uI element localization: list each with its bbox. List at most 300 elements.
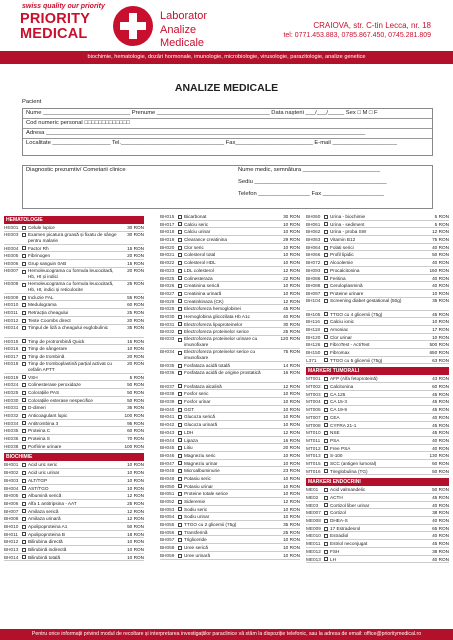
diagnostic-box	[22, 165, 433, 209]
checkbox-icon[interactable]	[22, 525, 26, 529]
checkbox-icon[interactable]	[324, 431, 328, 435]
test-item[interactable]	[306, 375, 449, 383]
test-item[interactable]	[306, 228, 449, 236]
test-item[interactable]	[306, 429, 449, 437]
test-item[interactable]	[4, 245, 144, 253]
checkbox-icon[interactable]	[22, 326, 26, 330]
test-code: ME02	[306, 495, 319, 500]
checkbox-icon[interactable]	[22, 270, 26, 274]
checkbox-icon[interactable]	[324, 408, 328, 412]
checkbox-icon[interactable]	[178, 284, 182, 288]
checkbox-icon[interactable]	[178, 446, 182, 450]
checkbox-icon[interactable]	[178, 351, 182, 355]
checkbox-icon[interactable]	[22, 319, 26, 323]
test-item[interactable]	[160, 452, 300, 460]
test-item[interactable]	[160, 398, 300, 406]
test-name: Medulograma	[28, 302, 57, 308]
checkbox-icon[interactable]	[178, 222, 182, 226]
test-item[interactable]	[4, 531, 144, 539]
test-item[interactable]	[4, 492, 144, 500]
test-item[interactable]	[4, 389, 144, 397]
test-item[interactable]	[4, 515, 144, 523]
test-item[interactable]	[4, 435, 144, 443]
checkbox-icon[interactable]	[22, 437, 26, 441]
test-item[interactable]	[160, 251, 300, 259]
checkbox-icon[interactable]	[22, 246, 26, 250]
test-item[interactable]	[160, 336, 300, 349]
checkbox-icon[interactable]	[324, 385, 328, 389]
checkbox-icon[interactable]	[178, 484, 182, 488]
checkbox-icon[interactable]	[324, 246, 328, 250]
checkbox-icon[interactable]	[22, 502, 26, 506]
checkbox-icon[interactable]	[22, 532, 26, 536]
checkbox-icon[interactable]	[178, 415, 182, 419]
test-item[interactable]	[306, 282, 449, 290]
test-item[interactable]	[160, 305, 300, 313]
test-item[interactable]	[160, 467, 300, 475]
test-name: Ceruloplasmină	[330, 283, 363, 289]
test-item[interactable]	[306, 540, 449, 548]
checkbox-icon[interactable]	[178, 523, 182, 527]
test-item[interactable]	[306, 517, 449, 525]
test-code: MT007	[306, 414, 321, 420]
checkbox-icon[interactable]	[178, 215, 182, 219]
test-item[interactable]	[306, 414, 449, 422]
test-item[interactable]	[160, 267, 300, 275]
test-code: BH088	[306, 283, 321, 289]
test-item[interactable]	[306, 290, 449, 298]
test-price: 22 RON	[283, 275, 300, 281]
checkbox-icon[interactable]	[22, 548, 26, 552]
test-item[interactable]	[306, 298, 449, 311]
checkbox-icon[interactable]	[22, 375, 26, 379]
test-item[interactable]	[4, 294, 144, 302]
checkbox-icon[interactable]	[178, 538, 182, 542]
doctor-field[interactable]: Nume medic, semnătura ________________________	[238, 167, 381, 173]
checkbox-icon[interactable]	[178, 384, 182, 388]
checkbox-icon[interactable]	[178, 546, 182, 550]
test-item[interactable]	[4, 301, 144, 309]
test-item[interactable]	[306, 502, 449, 510]
checkbox-icon[interactable]	[178, 299, 182, 303]
checkbox-icon[interactable]	[178, 330, 182, 334]
test-item[interactable]	[306, 259, 449, 267]
test-item[interactable]	[160, 236, 300, 244]
checkbox-icon[interactable]	[22, 414, 26, 418]
checkbox-icon[interactable]	[22, 517, 26, 521]
test-item[interactable]	[160, 521, 300, 529]
test-item[interactable]	[4, 427, 144, 435]
test-item[interactable]	[4, 338, 144, 346]
test-item[interactable]	[4, 252, 144, 260]
checkbox-icon[interactable]	[22, 471, 26, 475]
test-item[interactable]	[160, 328, 300, 336]
checkbox-icon[interactable]	[324, 312, 328, 316]
checkbox-icon[interactable]	[22, 555, 26, 559]
test-item[interactable]	[4, 420, 144, 428]
checkbox-icon[interactable]	[22, 355, 26, 359]
checkbox-icon[interactable]	[324, 358, 328, 362]
test-item[interactable]	[160, 370, 300, 383]
test-item[interactable]	[306, 349, 449, 357]
checkbox-icon[interactable]	[324, 534, 328, 538]
test-item[interactable]	[4, 443, 144, 451]
test-item[interactable]	[4, 461, 144, 469]
checkbox-icon[interactable]	[22, 406, 26, 410]
checkbox-icon[interactable]	[178, 477, 182, 481]
phone-fax-field[interactable]: Telefon ________________ Fax ___________________	[238, 191, 385, 197]
checkbox-icon[interactable]	[178, 431, 182, 435]
checkbox-icon[interactable]	[178, 554, 182, 558]
test-name: NSE	[330, 430, 340, 436]
test-item[interactable]	[4, 538, 144, 546]
test-item[interactable]	[160, 460, 300, 468]
test-code: BH029	[160, 306, 175, 312]
test-item[interactable]	[306, 275, 449, 283]
test-code: ME007	[306, 510, 321, 516]
checkbox-icon[interactable]	[324, 238, 328, 242]
checkbox-icon[interactable]	[324, 284, 328, 288]
test-code: BH118	[306, 326, 320, 332]
checkbox-icon[interactable]	[178, 500, 182, 504]
test-item[interactable]	[4, 381, 144, 389]
checkbox-icon[interactable]	[324, 328, 328, 332]
checkbox-icon[interactable]	[178, 246, 182, 250]
test-item[interactable]	[160, 390, 300, 398]
checkbox-icon[interactable]	[178, 338, 182, 342]
test-item[interactable]	[306, 334, 449, 342]
medical-cross-icon	[113, 6, 153, 46]
test-price: 95 RON	[127, 420, 144, 426]
checkbox-icon[interactable]	[324, 351, 328, 355]
test-code: HE005	[4, 253, 19, 259]
test-item[interactable]	[160, 349, 300, 362]
checkbox-icon[interactable]	[324, 416, 328, 420]
checkbox-icon[interactable]	[22, 233, 26, 237]
checkbox-icon[interactable]	[178, 492, 182, 496]
checkbox-icon[interactable]	[324, 320, 328, 324]
test-code: BH025	[160, 275, 175, 281]
checkbox-icon[interactable]	[324, 215, 328, 219]
checkbox-icon[interactable]	[22, 540, 26, 544]
checkbox-icon[interactable]	[324, 439, 328, 443]
test-item[interactable]	[306, 437, 449, 445]
test-item[interactable]	[306, 468, 449, 476]
lab-title	[160, 10, 207, 51]
test-name: Amilaza urinară	[28, 516, 61, 522]
test-item[interactable]	[4, 232, 144, 245]
test-item[interactable]	[160, 290, 300, 298]
checkbox-icon[interactable]	[22, 347, 26, 351]
checkbox-icon[interactable]	[178, 230, 182, 234]
checkbox-icon[interactable]	[324, 292, 328, 296]
test-item[interactable]	[4, 523, 144, 531]
phones: tel: 0771.453.883, 0785.867.450, 0745.281.809	[283, 32, 431, 39]
checkbox-icon[interactable]	[324, 377, 328, 381]
test-item[interactable]	[4, 546, 144, 554]
test-price: 12 RON	[283, 267, 300, 273]
checkbox-icon[interactable]	[178, 438, 182, 442]
checkbox-icon[interactable]	[22, 296, 26, 300]
checkbox-icon[interactable]	[178, 423, 182, 427]
checkbox-icon[interactable]	[324, 423, 328, 427]
checkbox-icon[interactable]	[22, 463, 26, 467]
test-item[interactable]	[160, 536, 300, 544]
checkbox-icon[interactable]	[324, 511, 328, 515]
test-name: Electroforeza proteinelor serice cu imunofixare	[184, 349, 256, 361]
test-item[interactable]	[306, 236, 449, 244]
checkbox-icon[interactable]	[324, 446, 328, 450]
test-code: BH126	[306, 342, 321, 348]
test-item[interactable]	[306, 509, 449, 517]
checkbox-icon[interactable]	[22, 339, 26, 343]
test-price: 10 RON	[283, 414, 300, 420]
test-item[interactable]	[4, 268, 144, 281]
checkbox-icon[interactable]	[324, 230, 328, 234]
test-item[interactable]	[4, 374, 144, 382]
checkbox-icon[interactable]	[22, 509, 26, 513]
checkbox-icon[interactable]	[324, 542, 328, 546]
checkbox-icon[interactable]	[324, 299, 328, 303]
test-price: 10 RON	[127, 470, 144, 476]
test-item[interactable]	[160, 444, 300, 452]
checkbox-icon[interactable]	[178, 392, 182, 396]
checkbox-icon[interactable]	[22, 486, 26, 490]
test-item[interactable]	[306, 221, 449, 229]
checkbox-icon[interactable]	[324, 488, 328, 492]
test-name: Glucoza urinară	[184, 422, 218, 428]
checkbox-icon[interactable]	[324, 400, 328, 404]
checkbox-icon[interactable]	[178, 454, 182, 458]
sediu-field[interactable]: Sediu _________________________________________	[238, 179, 387, 185]
test-item[interactable]	[306, 525, 449, 533]
checkbox-icon[interactable]	[178, 276, 182, 280]
checkbox-icon[interactable]	[22, 398, 26, 402]
checkbox-icon[interactable]	[178, 315, 182, 319]
test-name: LH	[330, 556, 336, 562]
section-header: BIOCHIMIE	[4, 453, 144, 461]
test-name: Examen picatura groasă și fixatu de sânge pentru malarie	[28, 231, 117, 243]
checkbox-icon[interactable]	[324, 496, 328, 500]
test-item[interactable]	[4, 412, 144, 420]
checkbox-icon[interactable]	[324, 276, 328, 280]
test-item[interactable]	[306, 460, 449, 468]
test-item[interactable]	[160, 259, 300, 267]
test-item[interactable]	[306, 532, 449, 540]
test-item[interactable]	[160, 552, 300, 560]
test-item[interactable]	[4, 397, 144, 405]
checkbox-icon[interactable]	[22, 303, 26, 307]
test-price: 12 RON	[283, 499, 300, 504]
checkbox-icon[interactable]	[178, 515, 182, 519]
test-item[interactable]	[160, 413, 300, 421]
test-item[interactable]	[306, 213, 449, 221]
test-item[interactable]	[160, 490, 300, 498]
test-item[interactable]	[160, 298, 300, 306]
checkbox-icon[interactable]	[178, 461, 182, 465]
checkbox-icon[interactable]	[324, 462, 328, 466]
test-item[interactable]	[160, 506, 300, 514]
test-item[interactable]	[4, 325, 144, 338]
checkbox-icon[interactable]	[22, 262, 26, 266]
test-item[interactable]	[4, 554, 144, 562]
checkbox-icon[interactable]	[178, 322, 182, 326]
test-item[interactable]	[306, 398, 449, 406]
checkbox-icon[interactable]	[178, 364, 182, 368]
checkbox-icon[interactable]	[324, 261, 328, 265]
checkbox-icon[interactable]	[324, 343, 328, 347]
test-item[interactable]	[160, 437, 300, 445]
test-item[interactable]	[160, 483, 300, 491]
test-item[interactable]	[160, 321, 300, 329]
test-item[interactable]	[4, 485, 144, 493]
test-item[interactable]	[160, 221, 300, 229]
test-item[interactable]	[160, 244, 300, 252]
test-name: Bilirubina directă	[28, 539, 63, 545]
test-item[interactable]	[306, 357, 449, 365]
test-price: 10 RON	[283, 399, 300, 405]
test-code: HE019	[4, 374, 19, 380]
test-item[interactable]	[306, 311, 449, 319]
test-price: 40 RON	[432, 518, 449, 524]
checkbox-icon[interactable]	[22, 283, 26, 287]
test-item[interactable]	[4, 309, 144, 317]
test-item[interactable]	[4, 260, 144, 268]
checkbox-icon[interactable]	[324, 519, 328, 523]
test-item[interactable]	[4, 508, 144, 516]
test-item[interactable]	[306, 391, 449, 399]
checkbox-icon[interactable]	[178, 400, 182, 404]
checkbox-icon[interactable]	[178, 253, 182, 257]
checkbox-icon[interactable]	[178, 261, 182, 265]
test-item[interactable]	[160, 421, 300, 429]
test-item[interactable]	[4, 361, 144, 374]
test-item[interactable]	[160, 383, 300, 391]
test-item[interactable]	[4, 469, 144, 477]
cnp-field[interactable]: Cod numeric personal □□□□□□□□□□□□□	[26, 120, 130, 126]
test-item[interactable]	[160, 498, 300, 506]
checkbox-icon[interactable]	[324, 335, 328, 339]
test-price: 40 RON	[432, 260, 449, 266]
test-item[interactable]	[160, 475, 300, 483]
address-field[interactable]: Adresa ___________________________________________________________________________________________________	[26, 130, 366, 136]
checkbox-icon[interactable]	[22, 391, 26, 395]
test-item[interactable]	[4, 345, 144, 353]
locality-field[interactable]: Localitate __________________ Tel.________________________________ Fax________________________ E-mail ____________________	[26, 140, 397, 146]
test-price: 14 RON	[283, 363, 300, 368]
checkbox-icon[interactable]	[22, 445, 26, 449]
checkbox-icon[interactable]	[324, 222, 328, 226]
test-price: 45 RON	[432, 541, 449, 547]
test-name: Procalcitonina	[330, 267, 360, 273]
checkbox-icon[interactable]	[22, 311, 26, 315]
test-item[interactable]	[160, 313, 300, 321]
test-item[interactable]	[4, 317, 144, 325]
test-item[interactable]	[306, 318, 449, 326]
checkbox-icon[interactable]	[324, 557, 328, 561]
test-code: BH004	[4, 485, 19, 491]
checkbox-icon[interactable]	[22, 362, 26, 366]
test-item[interactable]	[160, 513, 300, 521]
checkbox-icon[interactable]	[178, 307, 182, 311]
test-name: ALT/TGP	[28, 477, 48, 483]
test-item[interactable]	[306, 267, 449, 275]
checkbox-icon[interactable]	[324, 550, 328, 554]
test-item[interactable]	[306, 422, 449, 430]
test-item[interactable]	[160, 228, 300, 236]
test-item[interactable]	[160, 275, 300, 283]
checkbox-icon[interactable]	[324, 469, 328, 473]
test-item[interactable]	[4, 500, 144, 508]
row-address	[23, 129, 432, 139]
test-price: 45 RON	[432, 430, 449, 436]
checkbox-icon[interactable]	[178, 292, 182, 296]
checkbox-icon[interactable]	[178, 371, 182, 375]
test-item[interactable]	[160, 282, 300, 290]
test-item[interactable]	[4, 224, 144, 232]
test-item[interactable]	[4, 404, 144, 412]
test-code: HE016	[4, 346, 19, 352]
checkbox-icon[interactable]	[22, 479, 26, 483]
test-item[interactable]	[306, 341, 449, 349]
test-item[interactable]	[4, 281, 144, 294]
test-price: 40 RON	[432, 533, 449, 539]
test-item[interactable]	[160, 406, 300, 414]
test-item[interactable]	[306, 494, 449, 502]
patient-form	[22, 108, 433, 156]
test-item[interactable]	[160, 429, 300, 437]
checkbox-icon[interactable]	[178, 507, 182, 511]
checkbox-icon[interactable]	[178, 408, 182, 412]
checkbox-icon[interactable]	[324, 454, 328, 458]
test-item[interactable]	[306, 445, 449, 453]
checkbox-icon[interactable]	[324, 503, 328, 507]
checkbox-icon[interactable]	[22, 429, 26, 433]
checkbox-icon[interactable]	[178, 238, 182, 242]
checkbox-icon[interactable]	[178, 269, 182, 273]
checkbox-icon[interactable]	[324, 269, 328, 273]
checkbox-icon[interactable]	[22, 421, 26, 425]
test-item[interactable]	[4, 353, 144, 361]
checkbox-icon[interactable]	[324, 253, 328, 257]
test-item[interactable]	[306, 548, 449, 556]
test-item[interactable]	[306, 383, 449, 391]
checkbox-icon[interactable]	[22, 383, 26, 387]
checkbox-icon[interactable]	[178, 469, 182, 473]
checkbox-icon[interactable]	[324, 393, 328, 397]
name-field[interactable]: Nume ___________________________ Prenume ___________________________________ Data nașterii ___/___/_____ Sex □ M □ F	[26, 110, 378, 116]
test-item[interactable]	[306, 452, 449, 460]
test-price: 40 RON	[432, 437, 449, 443]
test-item[interactable]	[306, 326, 449, 334]
checkbox-icon[interactable]	[22, 226, 26, 230]
test-item[interactable]	[306, 486, 449, 494]
test-item[interactable]	[306, 556, 449, 564]
test-item[interactable]	[4, 477, 144, 485]
test-item[interactable]	[306, 251, 449, 259]
checkbox-icon[interactable]	[22, 494, 26, 498]
test-item[interactable]	[306, 244, 449, 252]
test-item[interactable]	[160, 529, 300, 537]
checkbox-icon[interactable]	[324, 527, 328, 531]
checkbox-icon[interactable]	[178, 531, 182, 535]
test-item[interactable]	[160, 213, 300, 221]
test-item[interactable]	[160, 544, 300, 552]
test-item[interactable]	[160, 362, 300, 370]
test-item[interactable]	[306, 406, 449, 414]
checkbox-icon[interactable]	[22, 254, 26, 258]
test-code: HE017	[4, 353, 19, 359]
